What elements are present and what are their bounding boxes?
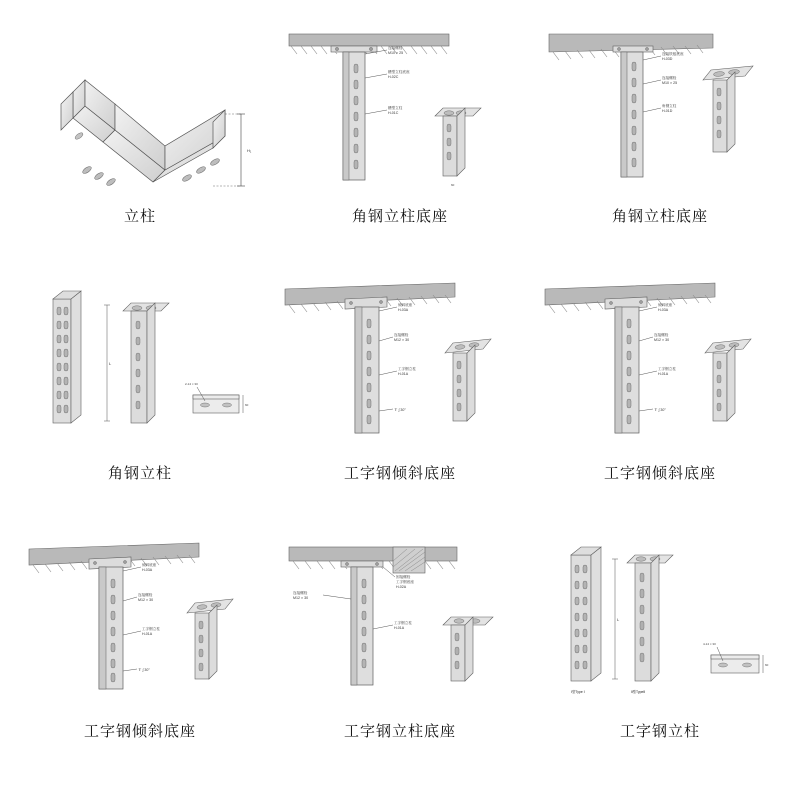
figure-9-drawing [535,533,785,718]
label-plate-code-3: H-03D [662,57,673,61]
figure-caption-5: 工字钢倾斜底座 [343,465,456,483]
figure-cell-6 [530,275,790,532]
figure-2-drawing [275,18,525,203]
label-bolt-8: 连接螺栓 [293,590,308,595]
label-base-8: 工字钢底座 [396,579,414,584]
figure-caption-6: 工字钢倾斜底座 [603,465,716,483]
figure-cell-8 [270,533,530,790]
dimension-h1: H₁ [247,148,252,153]
figure-3-drawing [535,18,785,203]
figure-caption-3: 角钢立柱底座 [611,208,708,225]
label-angle-5: Ｙ ʃ 30° [394,408,406,413]
label-incl-base-5: 倾斜底座 [398,303,413,308]
dimension-l-fig9: L [617,616,620,622]
label-bolt-spec-6: M12 × 30 [654,338,670,343]
figure-cell-9 [530,533,790,790]
figure-caption-1: 立柱 [123,208,156,225]
figure-4-drawing [15,275,265,460]
figure-5-drawing [275,275,525,460]
label-incl-base-code-5: H-03A [398,308,409,313]
label-column-3: 角钢立柱 [662,104,677,108]
label-base-2: 槽型立柱底座 [388,70,410,74]
figure-1-drawing [15,18,265,203]
label-incl-base-6: 倾斜底座 [658,303,673,308]
dimension-60-fig4: 60 [245,403,249,408]
label-incl-base-7: 倾斜底座 [142,562,157,567]
label-bolt-7: 连接螺栓 [138,592,153,597]
label-angle-7: Ｙ ʃ 30° [138,667,150,672]
label-column-2: 槽型立柱 [388,106,403,110]
dimension-hole-fig9: 4-14 × 30 [703,641,716,646]
label-plate-3: 连接铁板底座 [662,52,684,56]
label-bolt-spec-2: M10 × 25 [388,51,404,55]
label-type-1: Ⅰ型Type Ⅰ [571,689,585,694]
figure-6-drawing [535,275,785,460]
label-bolt-2: 连接螺栓 [388,46,403,50]
label-column-code-5: H-01A [398,372,409,377]
dimension-60-fig2: 60 [451,183,455,187]
label-angle-6: Ｙ ʃ 30° [654,408,666,413]
figure-caption-8: 工字钢立柱底座 [343,722,456,740]
label-bolt-spec-3: M10 × 25 [662,81,678,85]
figure-caption-2: 角钢立柱底座 [351,208,448,225]
label-column-7: 工字钢立柱 [142,626,160,631]
label-column-code-3: H-01D [662,109,673,113]
figure-caption-4: 角钢立柱 [107,465,172,483]
dimension-hole-fig4: 2-14 × 30 [185,382,198,387]
figure-caption-7: 工字钢倾斜底座 [83,722,196,740]
figure-cell-5 [270,275,530,532]
label-bolt-3: 连接螺栓 [662,76,677,80]
figure-cell-4 [10,275,270,532]
label-column-5: 工字钢立柱 [398,367,416,372]
label-column-code-8: H-01A [394,625,405,630]
figure-cell-7 [10,533,270,790]
label-bolt-6: 连接螺栓 [654,333,669,338]
label-anchor-8: 固接螺栓 [396,574,411,579]
label-bolt-spec-8: M12 × 30 [293,595,309,600]
label-bolt-spec-5: M12 × 30 [394,338,410,343]
label-column-code-7: H-01A [142,631,153,636]
dimension-60-fig9: 60 [765,662,769,667]
figure-cell-2 [270,18,530,275]
label-column-code-6: H-01A [658,372,669,377]
label-column-6: 工字钢立柱 [658,367,676,372]
label-incl-base-code-6: H-03A [658,308,669,313]
dimension-l-fig4: L [109,361,112,367]
figure-8-drawing [275,533,525,718]
label-column-code-2: H-01C [388,111,399,115]
label-type-2: Ⅱ型TypeⅡ [631,689,646,694]
label-incl-base-code-7: H-03A [142,567,153,572]
figure-cell-3 [530,18,790,275]
figure-7-drawing [15,533,265,718]
label-bolt-5: 连接螺栓 [394,333,409,338]
label-base-code-2: H-02C [388,75,399,79]
label-base-code-8: H-02A [396,584,407,589]
label-bolt-spec-7: M12 × 30 [138,597,154,602]
label-column-8: 工字钢立柱 [394,620,412,625]
figure-cell-1 [10,18,270,275]
figure-caption-9: 工字钢立柱 [619,722,700,740]
